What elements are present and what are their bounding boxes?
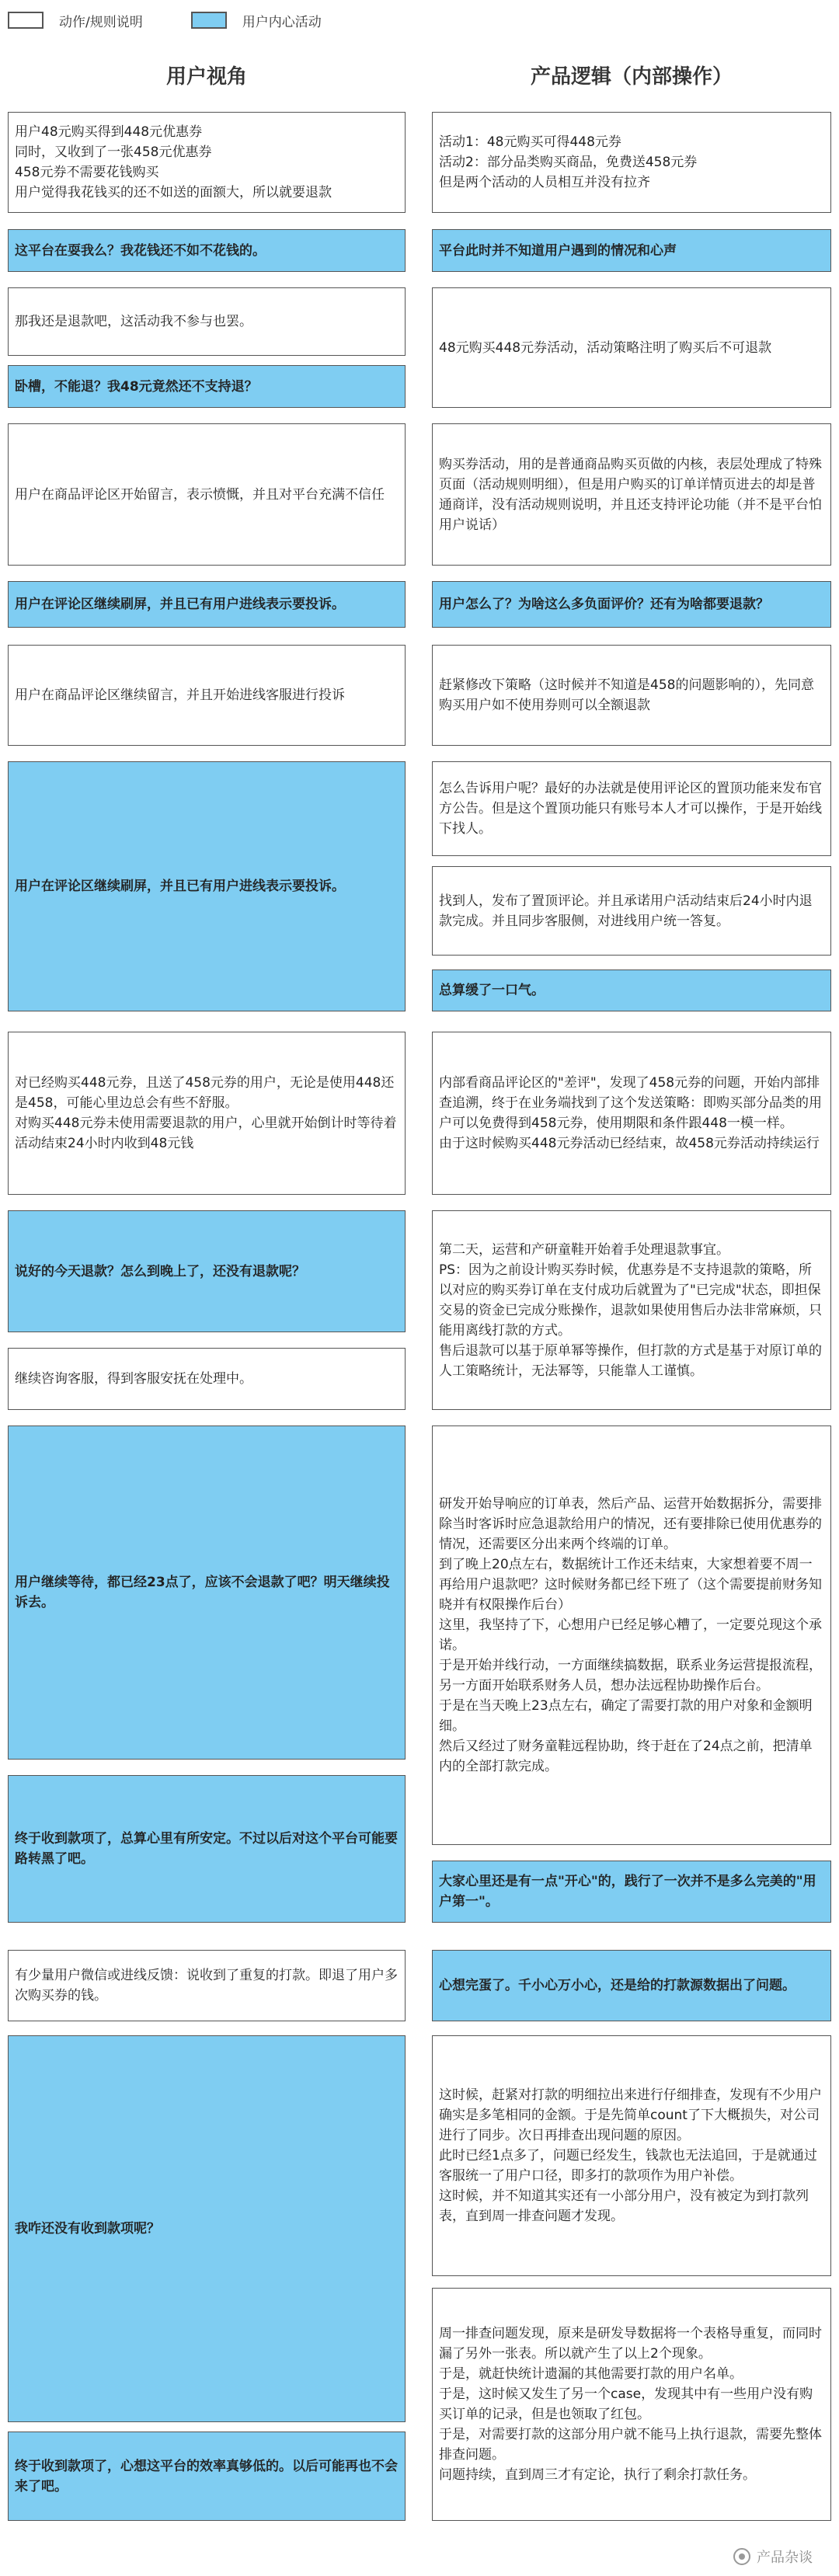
logic-box-6 bbox=[432, 645, 831, 746]
user-box-1 bbox=[8, 112, 406, 213]
logic-box-text: 总算缓了一口气。 bbox=[439, 983, 545, 998]
logic-box-text: 心想完蛋了。千小心万小心，还是给的打款源数据出了问题。 bbox=[439, 1978, 795, 1993]
user-box-12 bbox=[8, 1426, 406, 1760]
logic-box-text: 购买券活动，用的是普通商品购买页做的内核，表层处理成了特殊页面（活动规则明细），但是用户购买的订单详情页进去的却是普通商详，没有活动规则说明，并且还支持评论功能（并不是平台怕用户说话） bbox=[439, 456, 822, 533]
logic-box-14 bbox=[432, 1950, 831, 2021]
user-box-9 bbox=[8, 1032, 406, 1195]
logic-box-12 bbox=[432, 1426, 831, 1845]
logic-box-9 bbox=[432, 969, 831, 1011]
user-box-text: 用户在评论区继续刷屏，并且已有用户进线表示要投诉。 bbox=[15, 597, 345, 612]
logic-box-3 bbox=[432, 287, 831, 408]
user-box-10 bbox=[8, 1210, 406, 1332]
logic-box-text: 第二天，运营和产研童鞋开始着手处理退款事宜。 PS：因为之前设计购买券时候，优惠券是不支持退款的策略，所以对应的购买券订单在支付成功后就置为了"已完成"状态，即担保交易的资金已完成分账操作，退款如果使用售后办法非常麻烦，只能用离线打款的方式。 售后退款可以基于原单幂等操作，但打款的方式是基于对原订单的人工策略统计，无法幂等，只能靠人工谨慎。 bbox=[439, 1241, 822, 1379]
right-column-header: 产品逻辑（内部操作） bbox=[530, 65, 733, 89]
user-box-16 bbox=[8, 2432, 406, 2521]
logic-box-1 bbox=[432, 112, 831, 213]
user-box-6 bbox=[8, 581, 406, 628]
logic-box-text: 内部看商品评论区的"差评"，发现了458元券的问题，开始内部排查追溯，终于在业务端找到了这个发送策略：即购买部分品类的用户可以免费得到458元券，使用期限和条件跟448一模一样。 由于这时候购买448元券活动已经结束，故458元券活动持续运行 bbox=[439, 1075, 822, 1151]
user-box-text: 我咋还没有收到款项呢？ bbox=[15, 2221, 160, 2237]
logic-box-text: 大家心里还是有一点"开心"的，践行了一次并不是多么完美的"用户第一"。 bbox=[439, 1874, 816, 1909]
watermark-text: 产品杂谈 bbox=[757, 2550, 813, 2566]
user-box-text: 终于收到款项了，心想这平台的效率真够低的。以后可能再也不会来了吧。 bbox=[15, 2458, 398, 2494]
logic-box-5 bbox=[432, 581, 831, 628]
logic-box-text: 活动1：48元购买可得448元券 活动2：部分品类购买商品，免费送458元券 但是两个活动的人员相互并没有拉齐 bbox=[439, 134, 698, 190]
legend-blue-swatch bbox=[191, 12, 227, 29]
user-box-text: 终于收到款项了，总算心里有所安定。不过以后对这个平台可能要路转黑了吧。 bbox=[15, 1831, 398, 1867]
user-box-2 bbox=[8, 229, 406, 272]
user-box-text: 说好的今天退款？怎么到晚上了，还没有退款呢？ bbox=[15, 1263, 305, 1279]
logic-box-text: 怎么告诉用户呢？最好的办法就是使用评论区的置顶功能来发布官方公告。但是这个置顶功能只有账号本人才可以操作，于是开始线下找人。 bbox=[439, 781, 822, 837]
user-box-5 bbox=[8, 423, 406, 566]
user-box-text: 用户继续等待，都已经23点了，应该不会退款了吧？明天继续投诉去。 bbox=[15, 1575, 390, 1610]
logic-box-text: 平台此时并不知道用户遇到的情况和心声 bbox=[439, 242, 677, 259]
user-box-11 bbox=[8, 1348, 406, 1410]
logic-box-text: 周一排查问题发现，原来是研发导数据将一个表格导重复，而同时漏了另外一张表。所以就产生了以上2个现象。 于是，就赶快统计遗漏的其他需要打款的用户名单。 于是，这时候又发生了另一个case，发现其中有一些用户没有购买订单的记录，但是也领取了红包。 于是，对需要打款的这部分用户就不能马上执行退款，需要先整体排查问题。 问题持续，直到周三才有定论，执行了剩余打款任务。 bbox=[439, 2326, 822, 2483]
user-box-3 bbox=[8, 287, 406, 356]
logic-box-13 bbox=[432, 1861, 831, 1923]
logic-box-4 bbox=[432, 423, 831, 566]
legend-white-swatch bbox=[8, 12, 44, 29]
user-box-text: 那我还是退款吧，这活动我不参与也罢。 bbox=[15, 314, 252, 329]
logic-box-text: 这时候，赶紧对打款的明细拉出来进行仔细排查，发现有不少用户确实是多笔相同的金额。于是先简单count了下大概损失，对公司进行了同步。次日再排查出现问题的原因。 此时已经1点多了，问题已经发生，钱款也无法追回，于是就通过客服统一了用户口径，即多打的款项作为用户补偿。 这时候，并不知道其实还有一小部分用户，没有被定为到打款列表，直到周一排查问题才发现。 bbox=[439, 2087, 822, 2224]
logic-box-text: 找到人，发布了置顶评论。并且承诺用户活动结束后24小时内退款完成。并且同步客服侧，对进线用户统一答复。 bbox=[439, 893, 813, 929]
wechat-logo-icon bbox=[733, 2548, 750, 2565]
logic-box-16 bbox=[432, 2288, 831, 2521]
legend bbox=[8, 6, 322, 34]
logic-box-text: 48元购买448元券活动，活动策略注明了购买后不可退款 bbox=[439, 339, 772, 356]
logic-box-8 bbox=[432, 866, 831, 956]
user-box-4 bbox=[8, 365, 406, 408]
logic-box-10 bbox=[432, 1032, 831, 1195]
user-box-7 bbox=[8, 645, 406, 746]
legend-blue-label: 用户内心活动 bbox=[242, 14, 322, 30]
user-box-8 bbox=[8, 761, 406, 1011]
user-box-text: 有少量用户微信或进线反馈：说收到了重复的打款。即退了用户多次购买券的钱。 bbox=[15, 1968, 398, 2003]
logic-box-text: 赶紧修改下策略（这时候并不知道是458的问题影响的），先同意购买用户如不使用券则可以全额退款 bbox=[439, 677, 814, 713]
user-box-text: 用户48元购买得到448元优惠券 同时，又收到了一张458元优惠券 458元券不需要花钱购买 用户觉得我花钱买的还不如送的面额大，所以就要退款 bbox=[15, 124, 332, 200]
watermark bbox=[733, 2546, 813, 2567]
logic-box-text: 研发开始导响应的订单表，然后产品、运营开始数据拆分，需要排除当时客诉时应急退款给用户的情况，还有要排除已使用优惠券的情况，还需要区分出来两个终端的订单。 到了晚上20点左右，数据统计工作还未结束，大家想着要不周一再给用户退款吧？这时候财务都已经下班了（这个需要提前财务知晓并有权限操作后台） 这里，我坚持了下，心想用户已经足够心糟了，一定要兑现这个承诺。 于是开始并线行动，一方面继续搞数据，联系业务运营提报流程，另一方面开始联系财务人员，想办法远程协助操作后台。 于是在当天晚上23点左右，确定了需要打款的用户对象和金额明细。 然后又经过了财务童鞋远程协助，终于赶在了24点之前，把清单内的全部打款完成。 bbox=[439, 1496, 822, 1774]
user-box-14 bbox=[8, 1950, 406, 2021]
user-box-text: 用户在评论区继续刷屏，并且已有用户进线表示要投诉。 bbox=[15, 879, 345, 894]
user-box-text: 这平台在耍我么？我花钱还不如不花钱的。 bbox=[15, 242, 266, 259]
user-box-text: 卧槽，不能退？我48元竟然还不支持退？ bbox=[15, 378, 258, 395]
user-box-text: 用户在商品评论区开始留言，表示愤慨，并且对平台充满不信任 bbox=[15, 486, 385, 503]
logic-box-7 bbox=[432, 761, 831, 856]
user-box-15 bbox=[8, 2035, 406, 2422]
left-column-header: 用户视角 bbox=[165, 65, 247, 89]
legend-white-label: 动作/规则说明 bbox=[59, 14, 143, 30]
user-box-text: 用户在商品评论区继续留言，并且开始进线客服进行投诉 bbox=[15, 688, 345, 703]
logic-box-15 bbox=[432, 2035, 831, 2276]
user-box-text: 继续咨询客服，得到客服安抚在处理中。 bbox=[15, 1371, 252, 1387]
logic-box-text: 用户怎么了？为啥这么多负面评价？还有为啥都要退款？ bbox=[439, 597, 769, 612]
user-box-text: 对已经购买448元券，且送了458元券的用户，无论是使用448还是458，可能心里边总会有些不舒服。 对购买448元券未使用需要退款的用户，心里就开始倒计时等待着活动结束24小时内收到48元钱 bbox=[15, 1075, 397, 1151]
logic-box-2 bbox=[432, 229, 831, 272]
user-box-13 bbox=[8, 1775, 406, 1923]
logic-box-11 bbox=[432, 1210, 831, 1410]
